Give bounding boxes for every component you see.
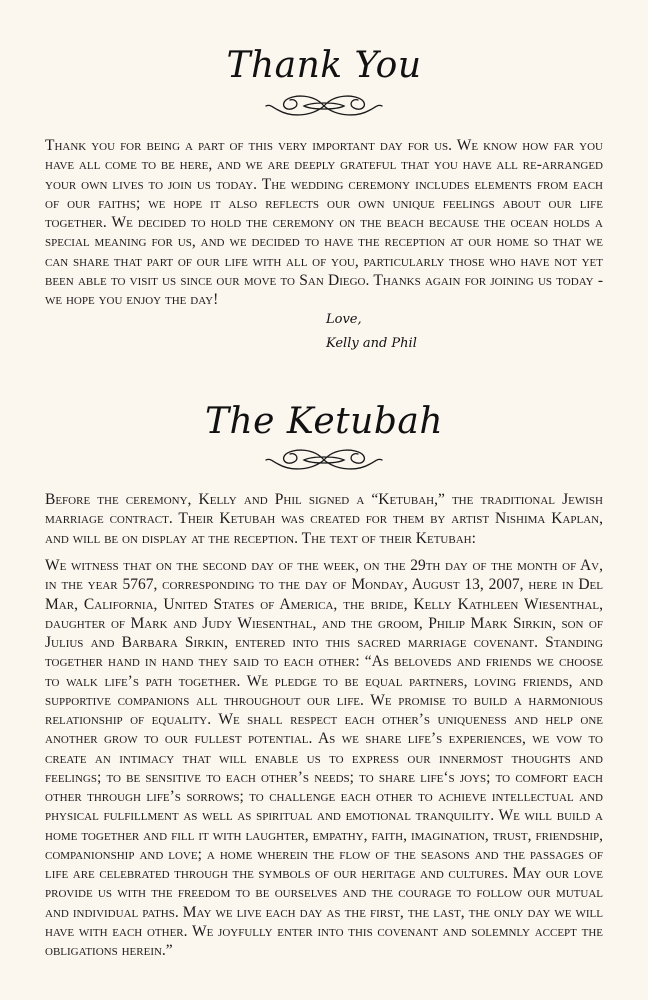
ketubah-title: The Ketubah [204, 401, 444, 442]
scroll-flourish-icon [264, 86, 384, 126]
scroll-flourish-icon [264, 440, 384, 480]
ketubah-text: We witness that on the second day of the week, on the 29th day of the month of Av, in the year 5767, corresponding to the day of Monday, August 13, 2007, here in Del Mar, California, United States of America, the bride, Kelly Kathleen Wiesenthal, daughter of Mark and Judy Wiesenthal, and the groom, Philip Mark Sirkin, son of Julius and Barbara Sirkin, entered into this sacred marriage covenant. Standing together hand in hand they said to each other: “As beloveds and friends we choose to walk life’s path together. We pledge to be equal partners, loving friends, and supportive companions all throughout our life. We promise to build a harmonious relationship of equality. We shall respect each other’s uniqueness and help one another grow to our fullest potential. As we share life’s experiences, we vow to create an intimacy that will enable us to express our innermost thoughts and feelings; to be sensitive to each other’s needs; to share life‘s joys; to comfort each other through life’s sorrows; to challenge each other to achieve intellectual and physical fulfillment as well as spiritual and emotional tranquility. We will build a home together and fill it with laughter, empathy, faith, imagination, trust, friendship, companionship and love; a home wherein the flow of the seasons and the passages of life are celebrated through the symbols of our heritage and cultures. May our love provide us with the freedom to be ourselves and the courage to follow our mutual and individual paths. May we live each day as the first, the last, the only day we will have with each other. We joyfully enter into this covenant and solemnly accept the obligations herein.” [45, 557, 603, 959]
thank-you-title: Thank You [226, 45, 422, 86]
signature-names: Kelly and Phil [326, 336, 417, 351]
thank-you-message: Thank you for being a part of this very important day for us. We know how far you have all come to be here, and we are deeply grateful that you have all re-arranged your own lives to join us today. The wedding ceremony includes elements from each of our faiths; we hope it also reflects our own unique feelings about our life together. We decided to hold the ceremony on the beach because the ocean holds a special meaning for us, and we decided to have the reception at our home so that we can share that part of our life with all of you, particularly those who have not yet been able to visit us since our move to San Diego. Thanks again for joining us today - we hope you enjoy the day! [45, 137, 603, 308]
ketubah-intro: Before the ceremony, Kelly and Phil signed a “Ketubah,” the traditional Jewish marriage contract. Their Ketubah was created for them by artist Nishima Kaplan, and will be on display at the reception. The text of their Ketubah: [45, 491, 603, 547]
closing-love: Love, [326, 312, 362, 327]
